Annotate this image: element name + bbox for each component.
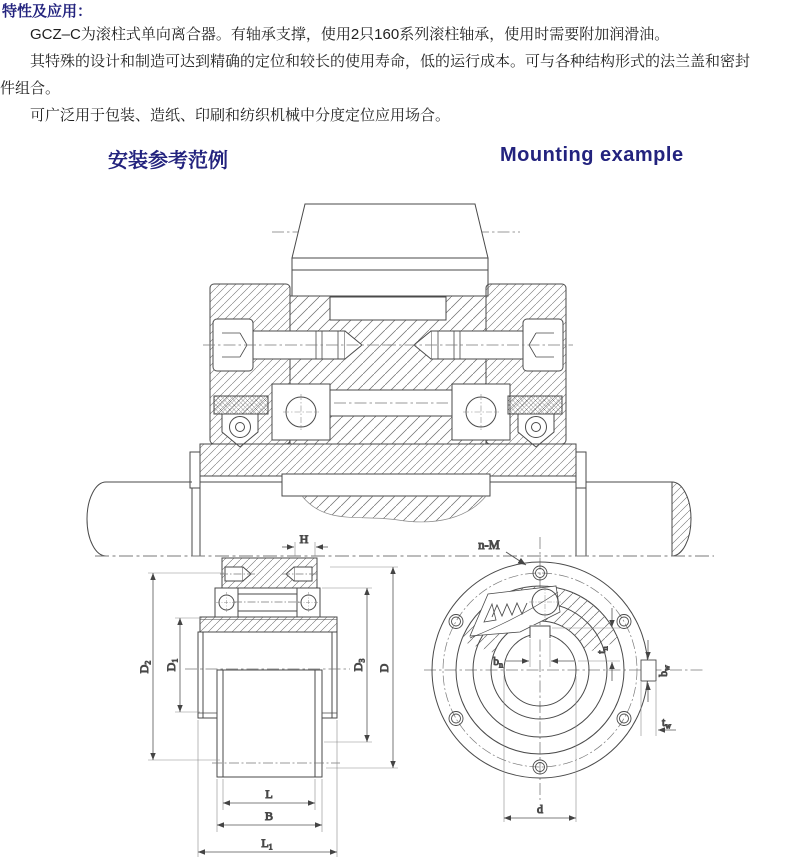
dim-label-d-cap: D (377, 663, 391, 673)
shaft (87, 474, 691, 556)
intro-paragraph-3: 可广泛用于包装、造纸、印刷和纺织机械中分度定位应用场合。 (30, 107, 451, 124)
right-collar (576, 452, 586, 488)
dim-label-bn: $b_n$ (493, 656, 503, 670)
left-bearing (272, 384, 330, 440)
dim-label-tw: $t_w$ (662, 717, 671, 731)
right-support-bearing (297, 588, 320, 617)
outer-keyway (641, 660, 656, 681)
left-seal (214, 396, 268, 414)
mounting-cross-section (87, 204, 714, 556)
heading-mounting-example-cn: 安装参考范例 (108, 150, 228, 172)
right-seal (508, 396, 562, 414)
technical-drawings (0, 178, 800, 859)
intro-paragraph-1: GCZ–C为滚柱式单向离合器。有轴承支撑，使用2只160系列滚柱轴承，使用时需要附加润滑油。 (30, 26, 670, 43)
dim-label-tn: $t_n$ (596, 646, 610, 654)
heading-mounting-example-en: Mounting example (500, 144, 684, 166)
section-title: 特性及应用： (2, 3, 93, 20)
sprocket-outline (292, 204, 488, 258)
inner-spacer (238, 594, 297, 611)
shaft-break (672, 482, 691, 556)
intro-paragraph-2: 其特殊的设计和制造可达到精确的定位和较长的使用寿命，低的运行成本。可与各种结构形式的法兰盖和密封件组合。 (0, 53, 751, 97)
dim-label-l1: $L_1$ (261, 836, 273, 852)
left-support-bearing (215, 588, 238, 617)
dim-label-h: H (299, 532, 309, 546)
dim-label-d3: $D_3$ (351, 658, 367, 672)
front-view (424, 537, 704, 822)
intro-text (0, 21, 756, 129)
key-pocket (330, 297, 446, 320)
dim-label-b-cap: B (264, 809, 274, 823)
dim-label-n-m: n-M (478, 538, 500, 552)
dim-label-d2: $D_2$ (137, 660, 153, 674)
bore-keyway (530, 625, 550, 638)
dim-label-l: L (265, 787, 273, 801)
side-section-view (137, 532, 398, 857)
adapter-plate-section (200, 444, 576, 476)
dim-label-d1: $D_1$ (164, 658, 180, 672)
right-bearing (452, 384, 510, 440)
n-m-leader (506, 552, 526, 565)
dim-label-bw: $b_w$ (658, 665, 672, 677)
left-collar (190, 452, 200, 488)
hub-sleeve (217, 670, 322, 777)
shaft-keyway (282, 474, 490, 496)
dim-label-d-small: d (537, 802, 543, 816)
